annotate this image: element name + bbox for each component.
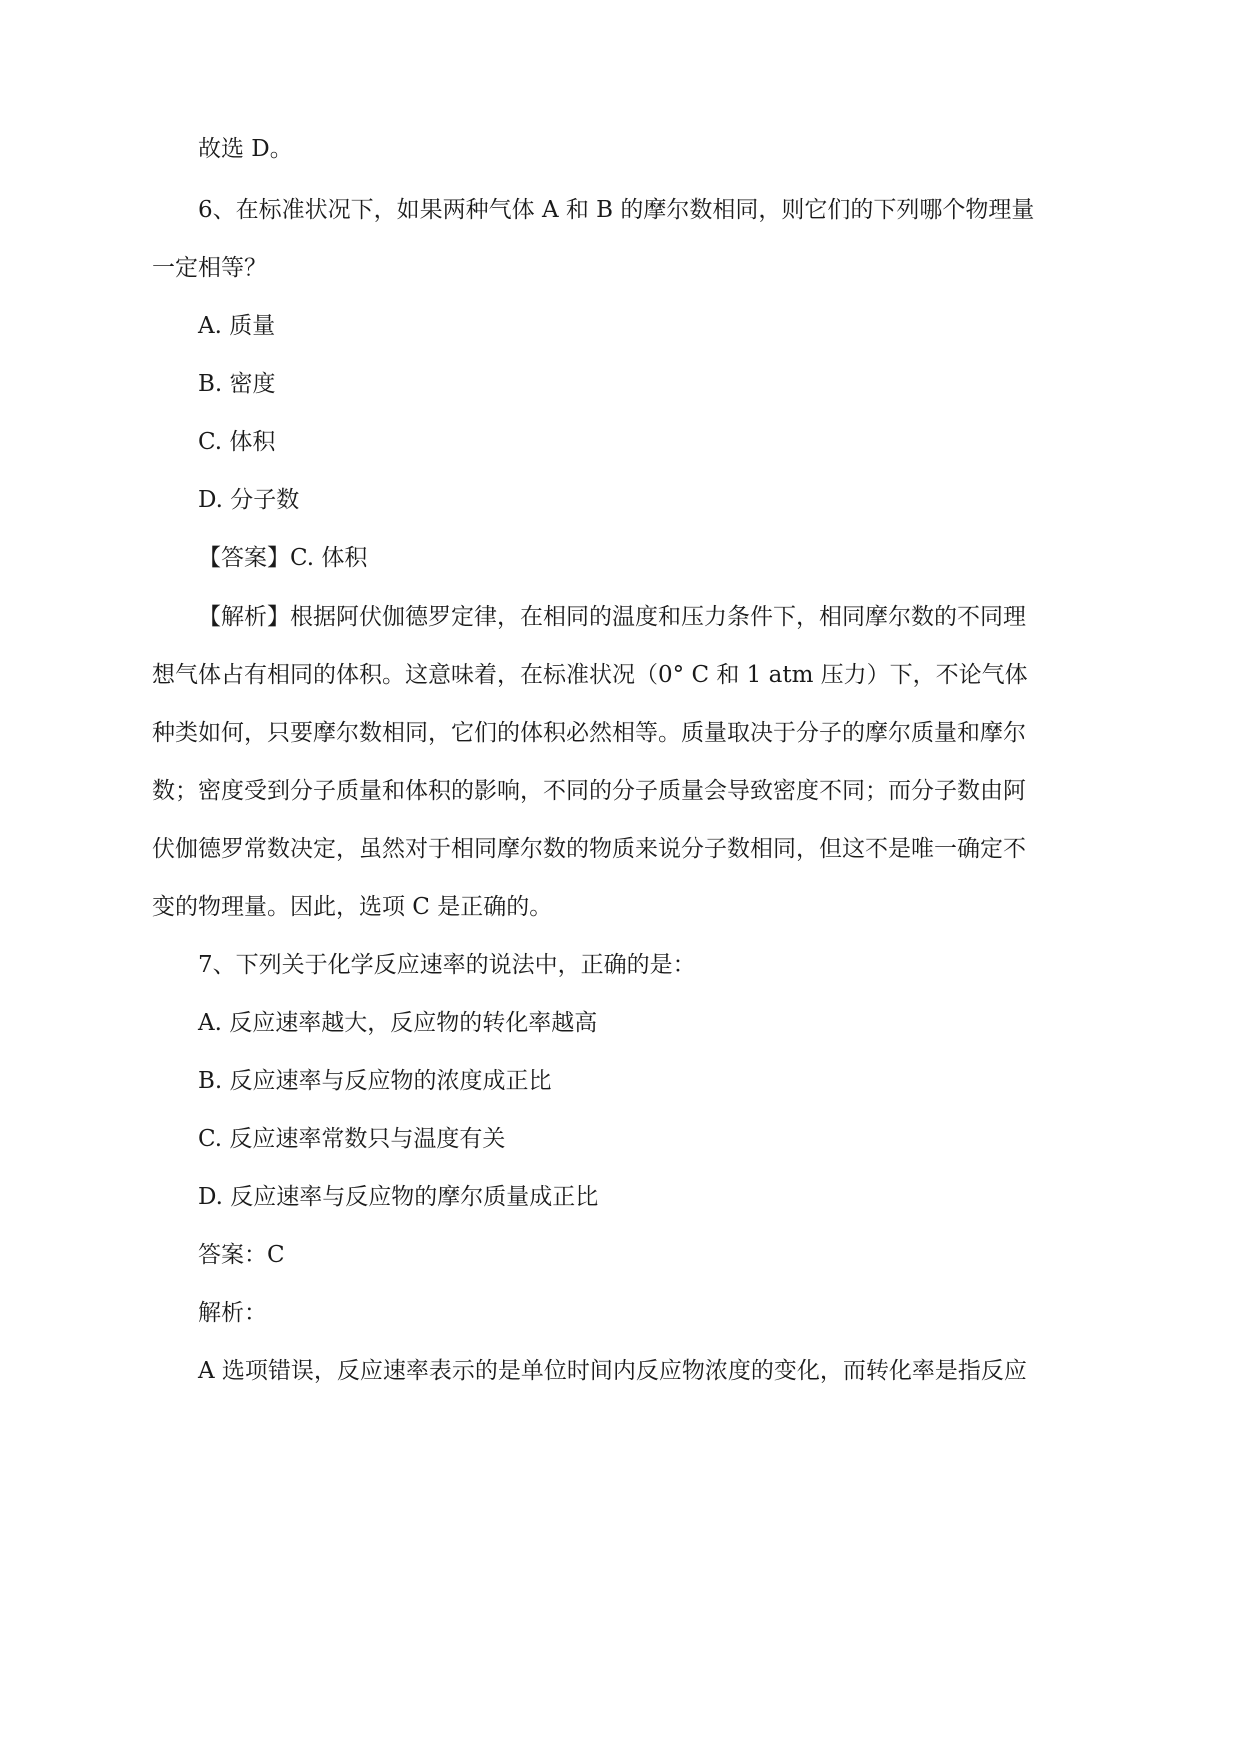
- question-6-stem-line-1: 6、在标准状况下，如果两种气体 A 和 B 的摩尔数相同，则它们的下列哪个物理量: [198, 197, 1035, 223]
- question-6-analysis-line: 种类如何，只要摩尔数相同，它们的体积必然相等。质量取决于分子的摩尔质量和摩尔: [152, 720, 1026, 746]
- previous-conclusion: 故选 D。: [198, 136, 293, 162]
- question-6-option-d: D. 分子数: [198, 487, 300, 513]
- question-7-option-d: D. 反应速率与反应物的摩尔质量成正比: [198, 1184, 599, 1210]
- question-7-option-a: A. 反应速率越大，反应物的转化率越高: [198, 1010, 598, 1036]
- question-6-analysis-line: 变的物理量。因此，选项 C 是正确的。: [152, 894, 553, 920]
- question-7-answer: 答案：C: [198, 1242, 285, 1268]
- question-7-analysis-label: 解析：: [198, 1300, 267, 1326]
- question-7-stem: 7、下列关于化学反应速率的说法中，正确的是：: [198, 952, 696, 978]
- question-6-option-c: C. 体积: [198, 429, 276, 455]
- question-7-option-b: B. 反应速率与反应物的浓度成正比: [198, 1068, 552, 1094]
- question-6-analysis-line: 数；密度受到分子质量和体积的影响，不同的分子质量会导致密度不同；而分子数由阿: [152, 778, 1026, 804]
- question-6-option-a: A. 质量: [198, 313, 276, 339]
- question-6-option-b: B. 密度: [198, 371, 276, 397]
- question-6-analysis-line: 伏伽德罗常数决定，虽然对于相同摩尔数的物质来说分子数相同，但这不是唯一确定不: [152, 836, 1026, 862]
- question-7-option-c: C. 反应速率常数只与温度有关: [198, 1126, 506, 1152]
- question-6-stem-line-2: 一定相等？: [152, 255, 267, 281]
- question-7-analysis-line: A 选项错误，反应速率表示的是单位时间内反应物浓度的变化，而转化率是指反应: [198, 1358, 1027, 1384]
- question-6-answer: 【答案】C. 体积: [198, 545, 368, 571]
- question-6-analysis-line: 想气体占有相同的体积。这意味着，在标准状况（0° C 和 1 atm 压力）下，不论气体: [152, 662, 1028, 688]
- question-6-analysis-line: 【解析】根据阿伏伽德罗定律，在相同的温度和压力条件下，相同摩尔数的不同理: [198, 604, 1026, 630]
